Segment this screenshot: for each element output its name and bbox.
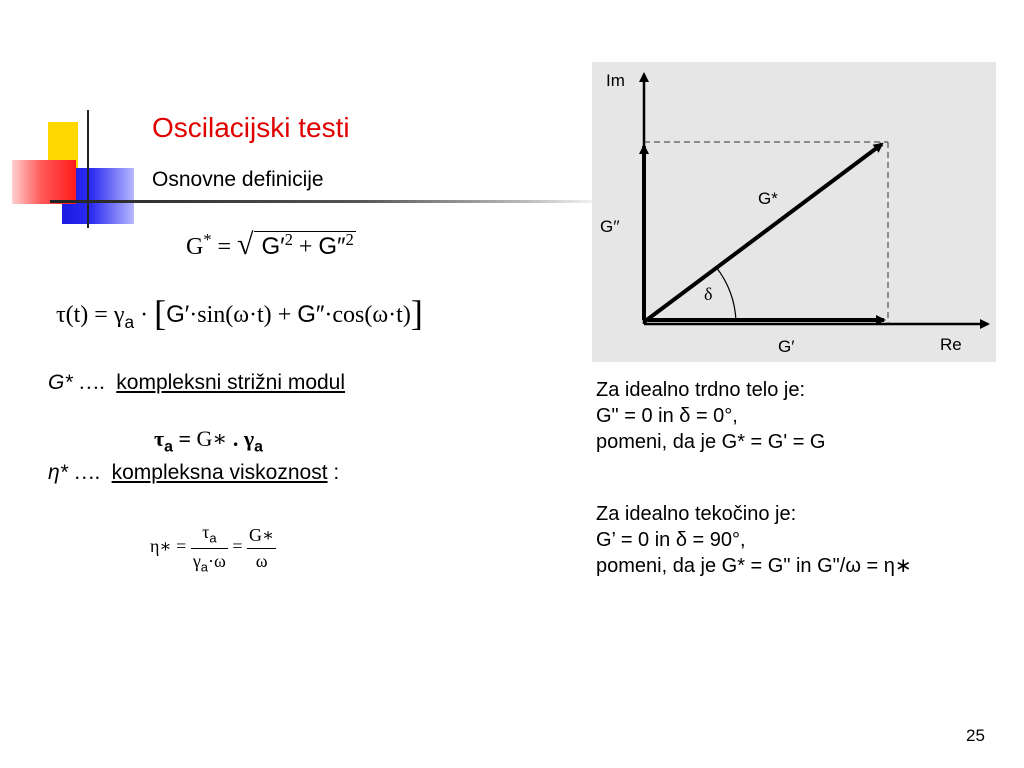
term-g-star <box>48 370 345 395</box>
complex-modulus-diagram <box>592 62 996 362</box>
label-delta: δ <box>704 284 713 304</box>
eq-equals: = <box>217 234 232 260</box>
eq-sub-a: a <box>200 559 208 575</box>
fraction-tau-over-gamma-omega <box>191 522 228 574</box>
delta-angle-arc <box>716 267 736 322</box>
eq-g: G <box>186 234 204 260</box>
title-underline <box>50 200 610 203</box>
g-star-vector <box>644 144 882 322</box>
fraction-g-star-over-omega <box>247 525 276 572</box>
label-g-prime: G′ <box>778 337 795 356</box>
term-eta-star-label: kompleksna viskoznost <box>111 461 328 484</box>
eq-star: * <box>203 230 212 250</box>
slide-subtitle: Osnovne definicije <box>152 168 324 191</box>
eq-equals: = <box>232 536 243 557</box>
equation-stress <box>56 292 423 334</box>
note-liquid-line: Za idealno tekočino je: <box>596 503 797 525</box>
eq-equals: = <box>176 536 187 557</box>
decor-vertical-line <box>87 110 89 228</box>
eq-g-double-prime: G″ <box>318 233 346 260</box>
eq-g-star: G∗ <box>196 426 228 451</box>
term-g-star-label: kompleksni strižni modul <box>116 371 346 394</box>
page-number: 25 <box>966 726 985 745</box>
eq-dot: . <box>232 426 239 451</box>
eq-sub-a: a <box>124 312 135 333</box>
equation-eta-relation <box>150 522 276 574</box>
eq-power-1: 2 <box>284 230 293 250</box>
eq-sub-a: a <box>254 438 263 456</box>
eq-plus: + <box>298 234 313 260</box>
diagram-svg <box>592 62 996 362</box>
label-g-double-prime: G′′ <box>600 217 620 236</box>
term-g-star-dots: …. <box>78 370 105 394</box>
sqrt-sign: √ <box>237 228 254 261</box>
eq-g-prime: G′ <box>261 233 285 260</box>
term-eta-star-dots: …. <box>73 460 100 484</box>
eq-omega: ω <box>255 550 268 571</box>
equation-complex-modulus <box>186 228 356 262</box>
eq-cos-term: ·cos(ω·t) <box>324 302 411 328</box>
eq-sub-a: a <box>164 438 173 456</box>
slide-title: Oscilacijski testi <box>152 112 350 143</box>
eq-g-double-prime: G″ <box>297 301 325 328</box>
eq-power-2: 2 <box>345 230 354 250</box>
eq-equals: = <box>178 426 191 451</box>
term-eta-star-symbol: η* <box>48 461 68 484</box>
axis-label-im: Im <box>606 71 625 90</box>
eq-tau-t: τ(t) <box>56 302 89 328</box>
axis-label-re: Re <box>940 335 962 354</box>
eq-dot-omega: ·ω <box>208 550 226 571</box>
decor-red-square <box>12 160 76 204</box>
eq-dot: · <box>140 302 149 328</box>
eq-left-bracket: [ <box>154 293 167 333</box>
eq-g-prime: G′ <box>166 301 190 328</box>
eq-gamma: γ <box>192 550 201 571</box>
label-g-star: G* <box>758 189 778 208</box>
eq-gamma: γ <box>113 302 125 328</box>
note-solid-line: G" = 0 in δ = 0°, <box>596 405 738 427</box>
eq-right-bracket: ] <box>410 293 423 333</box>
note-liquid-line: G’ = 0 in δ = 90°, <box>596 529 746 551</box>
equation-tau-relation <box>154 426 263 457</box>
eq-plus: + <box>277 302 292 328</box>
note-solid-line: Za idealno trdno telo je: <box>596 379 806 401</box>
eq-sin-term: ·sin(ω·t) <box>189 302 272 328</box>
eq-eta-star: η∗ <box>150 536 172 557</box>
eq-tau: τ <box>154 426 165 451</box>
note-solid-line: pomeni, da je G* = G' = G <box>596 431 826 453</box>
eq-sub-a: a <box>209 530 217 546</box>
note-ideal-solid <box>596 377 826 455</box>
term-eta-star <box>48 460 339 485</box>
eq-g-star: G∗ <box>249 524 275 545</box>
eq-gamma: γ <box>243 426 255 451</box>
note-ideal-liquid <box>596 501 912 579</box>
term-g-star-symbol: G* <box>48 371 73 394</box>
eq-equals: = <box>94 302 108 328</box>
term-eta-star-suffix: : <box>333 461 340 484</box>
note-liquid-line: pomeni, da je G* = G" in G"/ω = η∗ <box>596 555 912 577</box>
eq-tau: τ <box>202 522 210 542</box>
